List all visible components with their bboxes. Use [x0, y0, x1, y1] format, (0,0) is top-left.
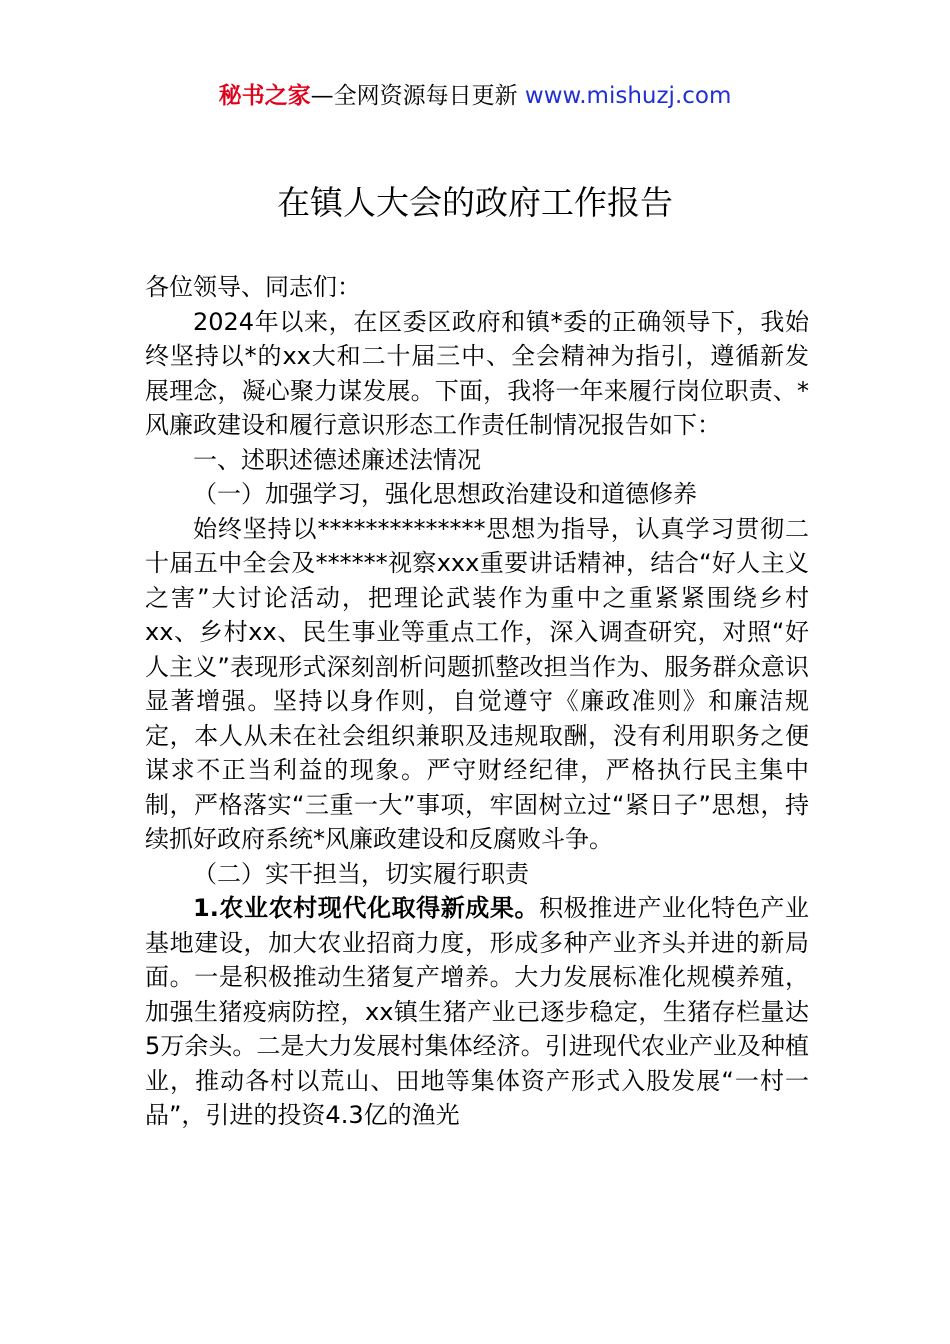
- item-1-lead: 1.农业农村现代化取得新成果。: [193, 894, 540, 922]
- salutation: 各位领导、同志们：: [145, 273, 361, 301]
- banner-tagline: —全网资源每日更新: [310, 83, 525, 109]
- item-1-text: 积极推进产业化特色产业基地建设，加大农业招商力度，形成多种产业齐头并进的新局面。一是积极推动生猪复产增养。大力发展标准化规模养殖，加强生猪疫病防控，xx镇生猪产业已逐步稳定，生猪存栏量达5万余头。二是大力发展村集体经济。引进现代农业产业及种植业，推动各村以荒山、田地等集体资产形式入股发展“一村一品”，引进的投资4.3亿的渔光: [145, 894, 809, 1129]
- subsection-heading-1: （一）加强学习，强化思想政治建设和道德修养: [193, 480, 697, 508]
- site-banner: [0, 80, 950, 112]
- intro-paragraph: 2024年以来，在区委区政府和镇*委的正确领导下，我始终坚持以*的xx大和二十届三中、全会精神为指引，遵循新发展理念，凝心聚力谋发展。下面，我将一年来履行岗位职责、*风廉政建设和履行意识形态工作责任制情况报告如下：: [145, 307, 809, 439]
- brand-name: 秘书之家: [218, 83, 311, 109]
- subsection-1-paragraph: 始终坚持以**************思想为指导，认真学习贯彻二十届五中全会及******视察xxx重要讲话精神，结合“好人主义之害”大讨论活动，把理论武装作为重中之重紧紧围绕乡村xx、乡村xx、民生事业等重点工作，深入调查研究，对照“好人主义”表现形式深刻剖析问题抓整改担当作为、服务群众意识显著增强。坚持以身作则，自觉遵守《廉政准则》和廉洁规定，本人从未在社会组织兼职及违规取酬，没有利用职务之便谋求不正当利益的现象。严守财经纪律，严格执行民主集中制，严格落实“三重一大”事项，牢固树立过“紧日子”思想，持续抓好政府系统*风廉政建设和反腐败斗争。: [145, 514, 809, 853]
- item-1-paragraph: [145, 891, 809, 1133]
- subsection-heading-2: （二）实干担当，切实履行职责: [193, 859, 529, 888]
- document-body: [145, 270, 809, 1133]
- site-url[interactable]: www.mishuzj.com: [524, 83, 732, 109]
- document-title: 在镇人大会的政府工作报告: [277, 183, 673, 222]
- section-heading: 一、述职述德述廉述法情况: [193, 445, 481, 474]
